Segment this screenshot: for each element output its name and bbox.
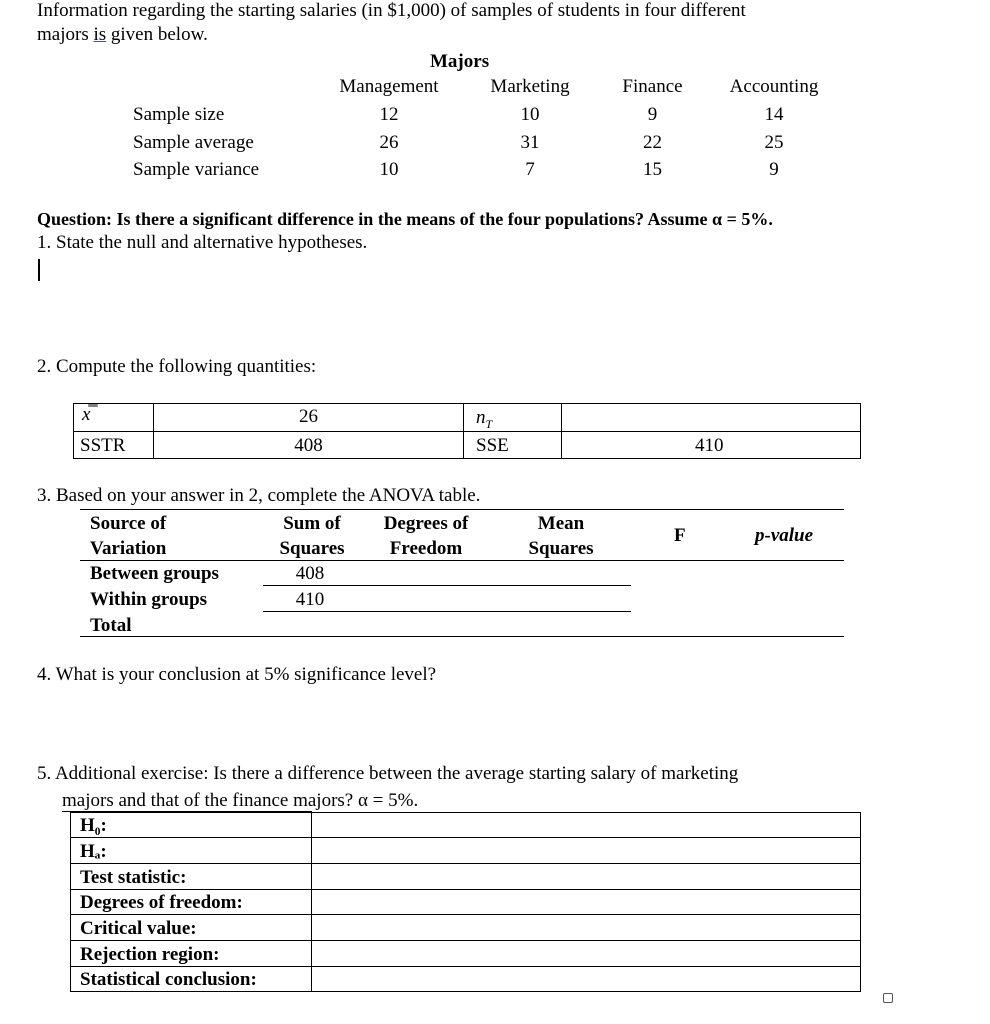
- q5-line-1: 5. Additional exercise: Is there a difference between the average starting salary of marketing: [37, 763, 739, 784]
- intro-line-2: [37, 24, 208, 47]
- sstr-label: SSTR: [80, 435, 126, 456]
- small-square-icon: [883, 993, 893, 1003]
- anova-row-within-rule: [263, 611, 631, 612]
- anova-header-ms-1: Mean: [537, 513, 585, 534]
- anova-header-f: F: [674, 525, 686, 546]
- compute-heading: 2. Compute the following quantities:: [37, 356, 317, 377]
- q5-row-statistical-conclusion: Statistical conclusion:: [80, 969, 257, 990]
- intro-line-2-a: majors: [37, 24, 94, 45]
- anova-header-ms-2: Squares: [528, 538, 594, 559]
- col-header-accounting: Accounting: [729, 76, 819, 97]
- col-header-finance: Finance: [622, 76, 683, 97]
- q5-row-ha: Hₐ:: [80, 841, 107, 862]
- intro-underlined-word: is: [93, 24, 107, 45]
- anova-bottom-rule: [80, 636, 844, 637]
- compute-table-row-divider: [73, 431, 861, 432]
- compute-table-col-divider-2: [463, 403, 464, 459]
- sse-value[interactable]: 410: [695, 435, 724, 456]
- cell-var-marketing: 7: [525, 159, 535, 180]
- anova-header-df-1: Degrees of: [383, 513, 469, 534]
- q5-row-divider-3: [70, 889, 861, 890]
- anova-header-ss-1: Sum of: [283, 513, 341, 534]
- cell-avg-finance: 22: [643, 132, 662, 153]
- anova-header-source-1: Source of: [90, 513, 167, 534]
- q5-line-2: majors and that of the finance majors? α = 5%.: [62, 790, 419, 811]
- p-value-italic: p-value: [755, 525, 814, 546]
- intro-line-1: Information regarding the starting salaries (in $1,000) of samples of students in four different: [37, 0, 746, 21]
- majors-title: Majors: [430, 51, 490, 72]
- anova-header-p-value: [755, 525, 813, 548]
- cell-size-finance: 9: [647, 104, 658, 125]
- cell-var-management: 10: [379, 159, 399, 180]
- question-item-1: 1. State the null and alternative hypotheses.: [37, 232, 368, 253]
- row-label-sample-size: Sample size: [133, 104, 225, 125]
- col-header-marketing: Marketing: [490, 76, 570, 97]
- anova-top-rule: [80, 509, 844, 510]
- anova-row-between-label: Between groups: [90, 563, 219, 584]
- q5-row-critical-value: Critical value:: [80, 918, 197, 939]
- intro-line-2-b: given below.: [106, 24, 208, 45]
- row-label-sample-average: Sample average: [133, 132, 254, 153]
- anova-header-ss-2: Squares: [279, 538, 345, 559]
- q4-text: 4. What is your conclusion at 5% significance level?: [37, 664, 437, 685]
- anova-row-between-rule: [263, 585, 631, 586]
- anova-heading: 3. Based on your answer in 2, complete the ANOVA table.: [37, 485, 481, 506]
- anova-row-within-label: Within groups: [90, 589, 208, 610]
- nt-label: $n_T$: [476, 407, 493, 431]
- compute-table-col-divider-3: [561, 403, 562, 459]
- sse-label: SSE: [476, 435, 509, 456]
- anova-header-rule: [80, 560, 844, 561]
- cell-var-accounting: 9: [769, 159, 779, 180]
- cell-avg-management: 26: [379, 132, 399, 153]
- q5-row-h0: H₀:: [80, 815, 107, 836]
- cell-avg-accounting: 25: [764, 132, 784, 153]
- row-label-sample-variance: Sample variance: [133, 159, 260, 180]
- anova-header-source-2: Variation: [90, 538, 167, 559]
- text-cursor[interactable]: [38, 259, 40, 281]
- q5-row-test-statistic: Test statistic:: [80, 867, 187, 888]
- q5-row-degrees-of-freedom: Degrees of freedom:: [80, 892, 243, 913]
- anova-row-between-ss[interactable]: 408: [295, 563, 325, 584]
- question-text: Question: Is there a significant difference in the means of the four populations? Assume α = 5%.: [37, 209, 773, 229]
- xbar-value[interactable]: 26: [299, 406, 318, 427]
- q5-row-rejection-region: Rejection region:: [80, 944, 220, 965]
- cell-size-marketing: 10: [520, 104, 540, 125]
- sstr-value[interactable]: 408: [294, 435, 323, 456]
- cell-avg-marketing: 31: [520, 132, 540, 153]
- xbar-label: x̿: [82, 404, 91, 425]
- anova-row-within-ss[interactable]: 410: [295, 589, 325, 610]
- q5-row-divider-1: [70, 837, 861, 838]
- cell-size-management: 12: [379, 104, 399, 125]
- anova-header-df-2: Freedom: [389, 538, 463, 559]
- cell-size-accounting: 14: [764, 104, 784, 125]
- cell-var-finance: 15: [643, 159, 662, 180]
- q5-row-divider-2: [70, 863, 861, 864]
- anova-row-total-label: Total: [90, 615, 132, 636]
- col-header-management: Management: [339, 76, 439, 97]
- q5-table-col-divider: [311, 812, 312, 992]
